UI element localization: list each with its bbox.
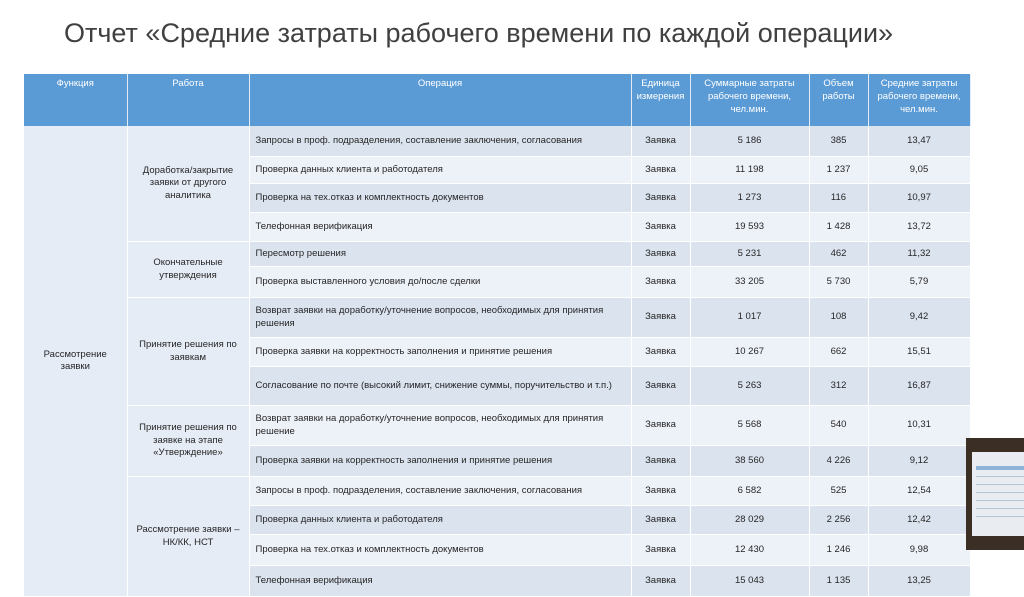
thumbnail-line (976, 500, 1024, 501)
avg-time-cell: 9,42 (868, 298, 970, 338)
unit-cell: Заявка (631, 338, 690, 367)
total-time-cell: 15 043 (690, 566, 809, 597)
operation-cell: Проверка заявки на корректность заполнения и принятие решения (249, 338, 631, 367)
thumbnail-line (976, 508, 1024, 509)
operation-cell: Телефонная верификация (249, 566, 631, 597)
header-unit: Единица измерения (631, 74, 690, 126)
thumbnail-line (976, 484, 1024, 485)
operation-cell: Пересмотр решения (249, 242, 631, 267)
volume-cell: 1 246 (809, 535, 868, 566)
operation-cell: Проверка заявки на корректность заполнения и принятие решения (249, 446, 631, 477)
avg-time-cell: 10,97 (868, 184, 970, 213)
work-group-cell: Доработка/закрытие заявки от другого аналитика (127, 126, 249, 242)
thumbnail-line (976, 476, 1024, 477)
volume-cell: 116 (809, 184, 868, 213)
work-group-cell: Принятие решения по заявке на этапе «Утверждение» (127, 406, 249, 477)
unit-cell: Заявка (631, 126, 690, 157)
table-row (24, 406, 970, 446)
work-group-cell: Окончательные утверждения (127, 242, 249, 298)
operation-cell: Запросы в проф. подразделения, составление заключения, согласования (249, 126, 631, 157)
header-operation: Операция (249, 74, 631, 126)
volume-cell: 385 (809, 126, 868, 157)
table-row (24, 477, 970, 506)
unit-cell: Заявка (631, 184, 690, 213)
total-time-cell: 10 267 (690, 338, 809, 367)
thumbnail-screen (972, 452, 1024, 536)
operation-cell: Проверка данных клиента и работодателя (249, 157, 631, 184)
table-row (24, 242, 970, 267)
total-time-cell: 5 186 (690, 126, 809, 157)
total-time-cell: 38 560 (690, 446, 809, 477)
total-time-cell: 5 263 (690, 367, 809, 406)
unit-cell: Заявка (631, 298, 690, 338)
operation-cell: Согласование по почте (высокий лимит, снижение суммы, поручительство и т.п.) (249, 367, 631, 406)
operation-cell: Проверка выставленного условия до/после сделки (249, 267, 631, 298)
thumbnail-header-bar (976, 466, 1024, 470)
avg-time-cell: 12,42 (868, 506, 970, 535)
total-time-cell: 12 430 (690, 535, 809, 566)
unit-cell: Заявка (631, 506, 690, 535)
operation-cell: Телефонная верификация (249, 213, 631, 242)
volume-cell: 312 (809, 367, 868, 406)
avg-time-cell: 13,25 (868, 566, 970, 597)
avg-time-cell: 10,31 (868, 406, 970, 446)
unit-cell: Заявка (631, 406, 690, 446)
avg-time-cell: 15,51 (868, 338, 970, 367)
operation-cell: Возврат заявки на доработку/уточнение вопросов, необходимых для принятия решение (249, 406, 631, 446)
thumbnail-line (976, 516, 1024, 517)
function-cell: Рассмотрение заявки (24, 126, 127, 597)
work-group-cell: Принятие решения по заявкам (127, 298, 249, 406)
avg-time-cell: 13,72 (868, 213, 970, 242)
total-time-cell: 5 568 (690, 406, 809, 446)
total-time-cell: 1 273 (690, 184, 809, 213)
unit-cell: Заявка (631, 242, 690, 267)
unit-cell: Заявка (631, 367, 690, 406)
operation-cell: Возврат заявки на доработку/уточнение вопросов, необходимых для принятия решения (249, 298, 631, 338)
total-time-cell: 33 205 (690, 267, 809, 298)
total-time-cell: 1 017 (690, 298, 809, 338)
total-time-cell: 5 231 (690, 242, 809, 267)
volume-cell: 662 (809, 338, 868, 367)
header-work: Работа (127, 74, 249, 126)
operation-cell: Проверка на тех.отказ и комплектность документов (249, 535, 631, 566)
avg-time-cell: 16,87 (868, 367, 970, 406)
table-row (24, 126, 970, 157)
unit-cell: Заявка (631, 477, 690, 506)
operation-cell: Проверка на тех.отказ и комплектность документов (249, 184, 631, 213)
table-row (24, 298, 970, 338)
header-volume: Объем работы (809, 74, 868, 126)
unit-cell: Заявка (631, 267, 690, 298)
total-time-cell: 19 593 (690, 213, 809, 242)
report-table (24, 74, 971, 597)
volume-cell: 1 237 (809, 157, 868, 184)
volume-cell: 5 730 (809, 267, 868, 298)
avg-time-cell: 9,05 (868, 157, 970, 184)
volume-cell: 525 (809, 477, 868, 506)
volume-cell: 108 (809, 298, 868, 338)
unit-cell: Заявка (631, 566, 690, 597)
header-avg-time: Средние затраты рабочего времени, чел.мин. (868, 74, 970, 126)
avg-time-cell: 12,54 (868, 477, 970, 506)
presenter-thumbnail-image (966, 438, 1024, 550)
volume-cell: 1 135 (809, 566, 868, 597)
total-time-cell: 6 582 (690, 477, 809, 506)
header-total-time: Суммарные затраты рабочего времени, чел.мин. (690, 74, 809, 126)
table-header-row (24, 74, 970, 126)
volume-cell: 4 226 (809, 446, 868, 477)
thumbnail-line (976, 492, 1024, 493)
volume-cell: 2 256 (809, 506, 868, 535)
total-time-cell: 28 029 (690, 506, 809, 535)
total-time-cell: 11 198 (690, 157, 809, 184)
avg-time-cell: 9,12 (868, 446, 970, 477)
unit-cell: Заявка (631, 213, 690, 242)
operation-cell: Проверка данных клиента и работодателя (249, 506, 631, 535)
avg-time-cell: 9,98 (868, 535, 970, 566)
volume-cell: 540 (809, 406, 868, 446)
avg-time-cell: 11,32 (868, 242, 970, 267)
volume-cell: 1 428 (809, 213, 868, 242)
avg-time-cell: 13,47 (868, 126, 970, 157)
operation-cell: Запросы в проф. подразделения, составление заключения, согласования (249, 477, 631, 506)
unit-cell: Заявка (631, 157, 690, 184)
page-title: Отчет «Средние затраты рабочего времени по каждой операции» (64, 18, 894, 48)
avg-time-cell: 5,79 (868, 267, 970, 298)
volume-cell: 462 (809, 242, 868, 267)
work-group-cell: Рассмотрение заявки – НК/КК, НСТ (127, 477, 249, 597)
header-function: Функция (24, 74, 127, 126)
unit-cell: Заявка (631, 446, 690, 477)
unit-cell: Заявка (631, 535, 690, 566)
